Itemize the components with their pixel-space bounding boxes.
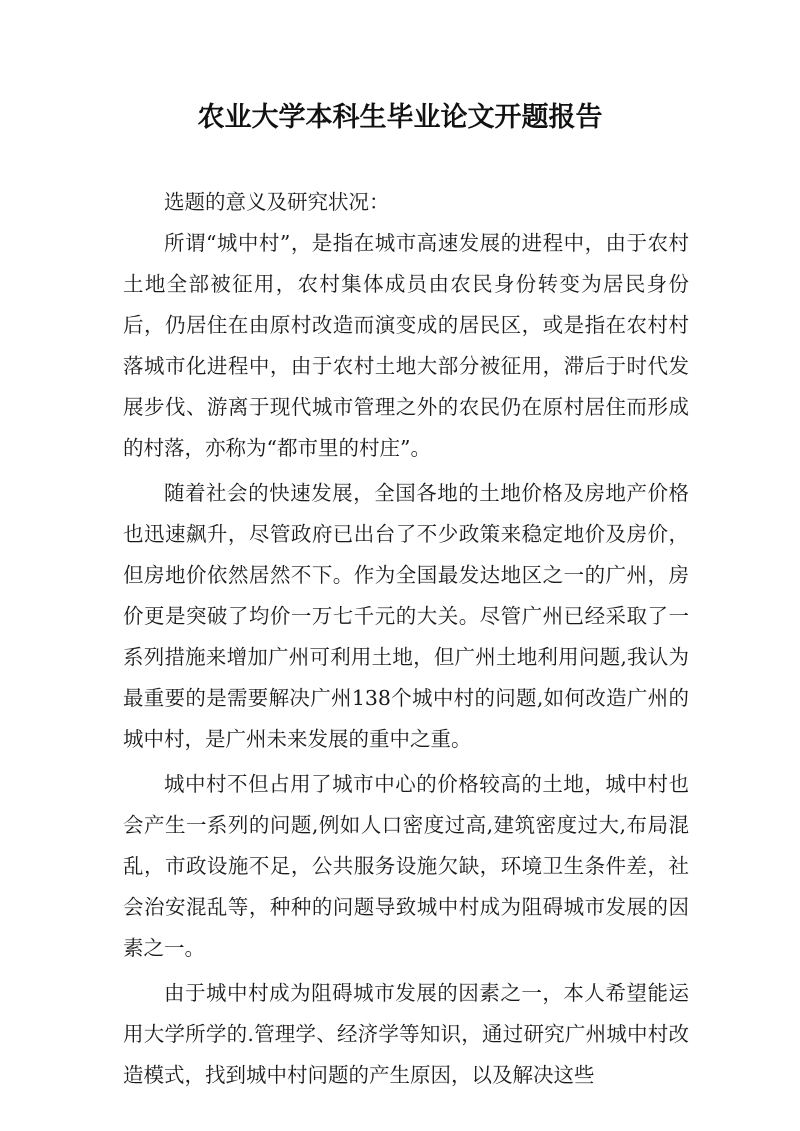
section-heading-paragraph: 选题的意义及研究状况： [164, 190, 390, 214]
body-paragraph-1: 所谓“城中村”，是指在城市高速发展的进程中，由于农村土地全部被征用，农村集体成员由农民身份转变为居民身份后，仍居住在由原村改造而演变成的居民区，或是指在农村村落城市化进程中，由于农村土地大部分被征用，滞后于时代发展步伐、游离于现代城市管理之外的农民仍在原村居住而形成的村落，亦称为“都市里的村庄”。 [123, 231, 689, 460]
body-paragraph-2: 随着社会的快速发展，全国各地的土地价格及房地产价格也迅速飙升，尽管政府已出台了不少政策来稳定地价及房价，但房地价依然居然不下。作为全国最发达地区之一的广州，房价更是突破了均价一万七千元的大关。尽管广州已经采取了一系列措施来增加广州可利用土地，但广州土地利用问题,我认为最重要的是需要解决广州138个城中村的问题,如何改造广州的城中村，是广州未来发展的重中之重。 [123, 481, 689, 751]
document-title: 农业大学本科生毕业论文开题报告 [197, 102, 603, 133]
body-paragraph-4: 由于城中村成为阻碍城市发展的因素之一，本人希望能运用大学所学的.管理学、经济学等知识，通过研究广州城中村改造模式，找到城中村问题的产生原因，以及解决这些 [123, 981, 689, 1087]
document-body [123, 182, 689, 1096]
body-paragraph-3: 城中村不但占用了城市中心的价格较高的土地，城中村也会产生一系列的问题,例如人口密度过高,建筑密度过大,布局混乱，市政设施不足，公共服务设施欠缺，环境卫生条件差，社会治安混乱等，种种的问题导致城中村成为阻碍城市发展的因素之一。 [123, 772, 689, 960]
